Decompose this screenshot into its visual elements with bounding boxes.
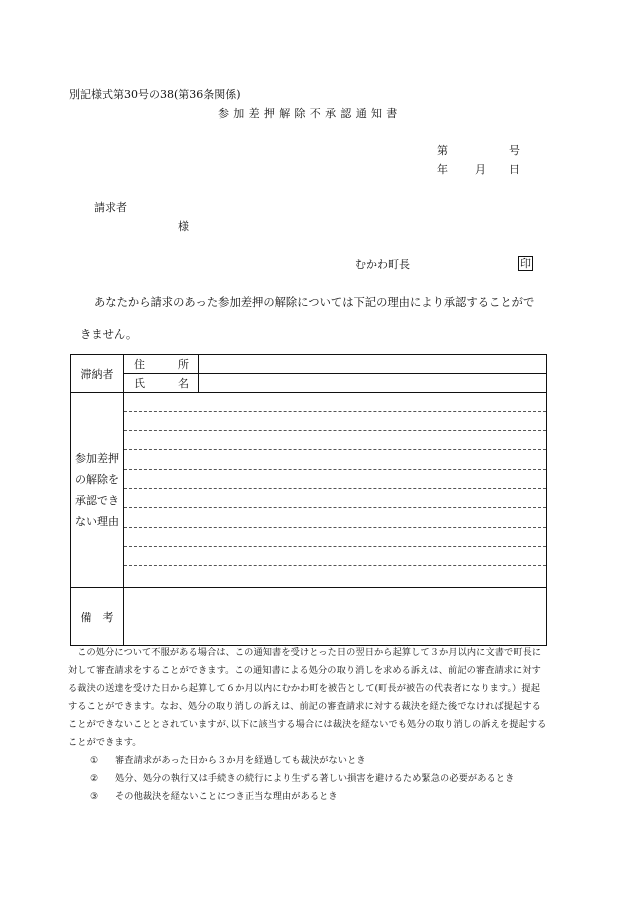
- appeal-item-2: [68, 770, 548, 788]
- reason-rule-1: [124, 411, 546, 412]
- doc-number-dai: 第: [437, 144, 448, 157]
- appeal-item-3: [68, 788, 548, 806]
- reason-rule-9: [124, 565, 546, 566]
- details-table: [70, 354, 547, 646]
- reason-label-line-2: の解除を: [75, 473, 119, 486]
- address-field[interactable]: [199, 355, 547, 374]
- reason-rule-6: [124, 507, 546, 508]
- reason-rule-7: [124, 527, 546, 528]
- document-title: 参加差押解除不承認通知書: [218, 107, 402, 120]
- appeal-item-1-num: ①: [90, 755, 99, 766]
- body-line-2: きません。: [80, 328, 138, 341]
- appeal-paragraph: この処分について不服がある場合は、この通知書を受けとった日の翌日から起算して３か月以内に文書で町長に対して審査請求をすることができます。この通知書による処分の取り消しを求める訴えは、前記の審査請求に対する裁決の送達を受けた日から起算して６か月以内にむかわ町を被告として(町長が被告の代表者になります。）提起することができます。なお、処分の取り消しの訴えは、前記の審査請求に対する裁決を経た後でなければ提起することができないこととされていますが､以下に該当する場合には裁決を経ないでも処分の取り消しの訴えを提起することができます。: [68, 647, 547, 748]
- remarks-field[interactable]: [124, 588, 547, 646]
- reason-rule-8: [124, 546, 546, 547]
- appeal-item-2-num: ②: [90, 773, 99, 784]
- date-month: 月: [475, 163, 486, 176]
- seal-mark: 印: [520, 257, 531, 270]
- appeal-item-2-text: 処分、処分の執行又は手続きの続行により生ずる著しい損害を避けるため緊急の必要があるとき: [115, 773, 515, 784]
- date-year: 年: [437, 163, 448, 176]
- address-label: [124, 355, 199, 374]
- addressee-sama: 様: [178, 220, 189, 233]
- issuer-name: むかわ町長: [355, 258, 410, 271]
- doc-number-go: 号: [509, 144, 520, 157]
- appeal-item-3-text: その他裁決を経ないことにつき正当な理由があるとき: [115, 791, 338, 802]
- reason-label-line-1: 参加差押: [75, 452, 119, 465]
- reason-lines: [124, 393, 546, 584]
- form-number: 別記様式第30号の38(第36条関係): [69, 88, 241, 101]
- reason-rule-2: [124, 430, 546, 431]
- name-field[interactable]: [199, 374, 547, 393]
- name-label-char-2: 名: [178, 377, 189, 390]
- name-label: [124, 374, 199, 393]
- appeal-item-3-num: ③: [90, 791, 99, 802]
- reason-label-line-4: ない理由: [75, 515, 119, 528]
- requester-label: 請求者: [94, 201, 127, 214]
- name-label-char-1: 氏: [134, 377, 145, 390]
- body-line-1: あなたから請求のあった参加差押の解除については下記の理由により承認することがで: [94, 296, 535, 309]
- reason-label-line-3: 承認でき: [75, 494, 119, 507]
- reason-rule-3: [124, 449, 546, 450]
- appeal-item-1: [68, 752, 548, 770]
- appeal-item-1-text: 審査請求があった日から３か月を経過しても裁決がないとき: [115, 755, 366, 766]
- reason-rule-5: [124, 488, 546, 489]
- delinquent-label: 滞納者: [71, 355, 124, 393]
- reason-rule-4: [124, 469, 546, 470]
- address-label-char-1: 住: [134, 358, 145, 371]
- reason-field[interactable]: [124, 393, 547, 588]
- remarks-label: 備 考: [71, 588, 124, 646]
- date-day: 日: [509, 163, 520, 176]
- address-label-char-2: 所: [178, 358, 189, 371]
- appeal-notes: [68, 644, 548, 806]
- reason-label: [71, 393, 124, 588]
